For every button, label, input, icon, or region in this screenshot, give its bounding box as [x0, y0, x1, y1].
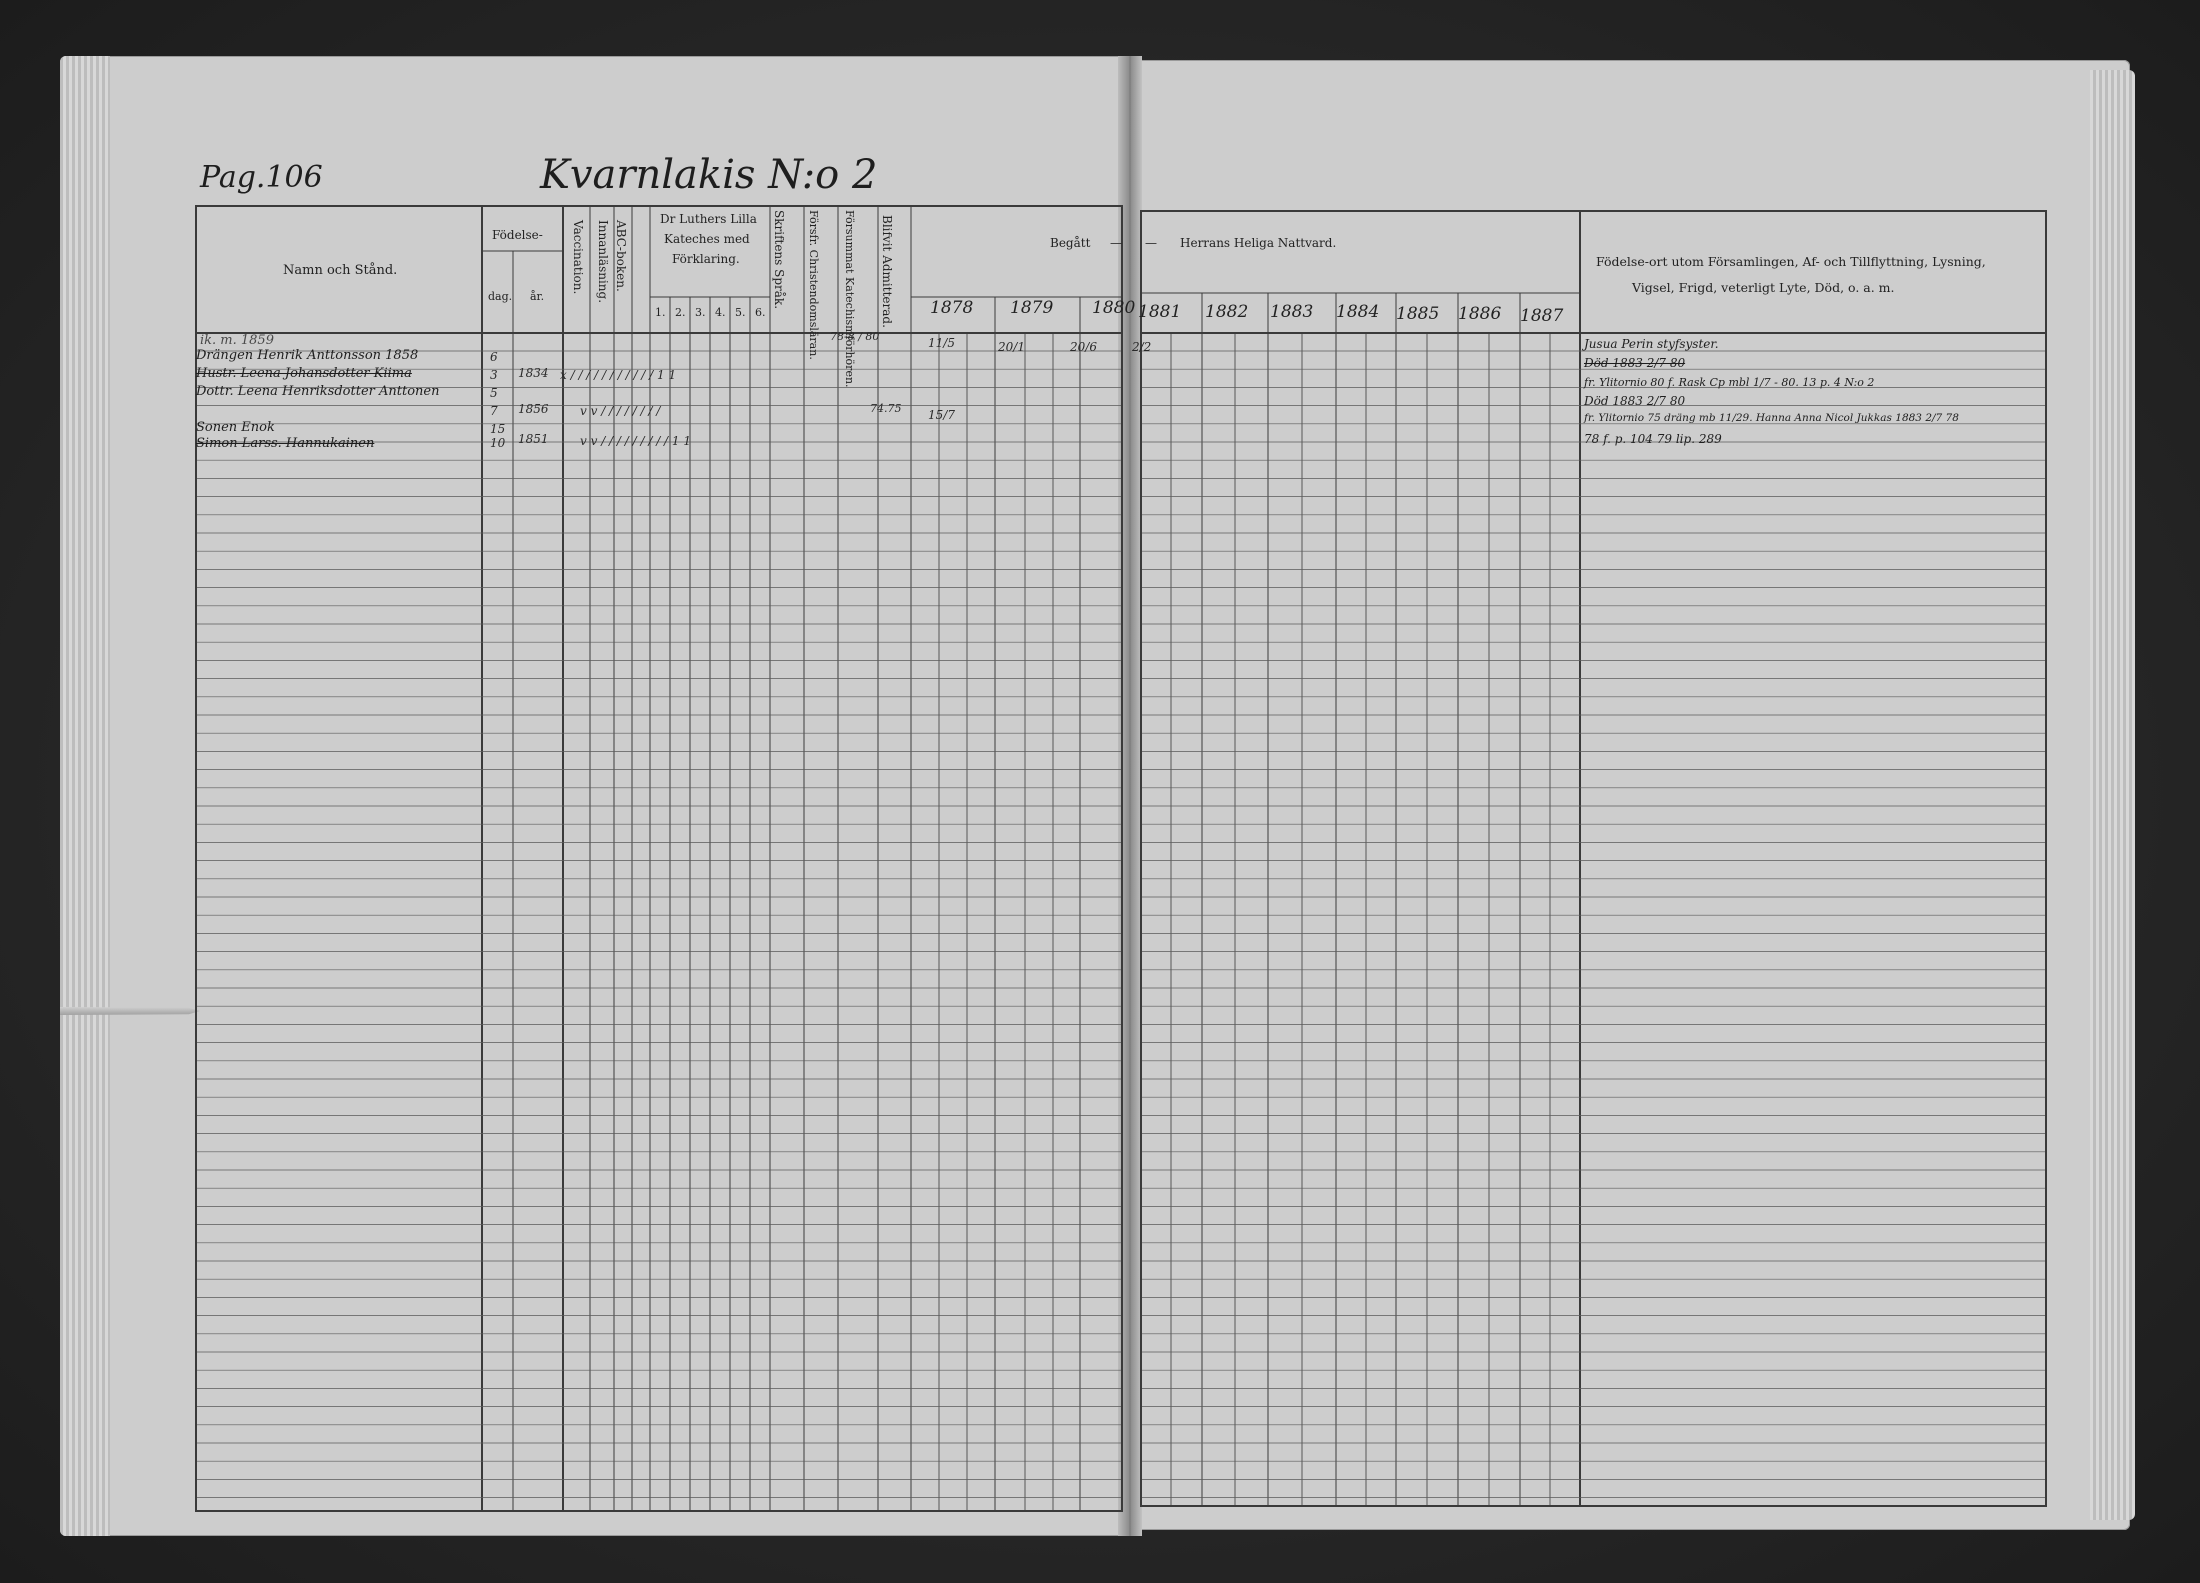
remark: fr. Ylitornio 80 f. Rask Cp mbl 1/7 - 80. 13 p. 4 N:o 2	[1584, 376, 1875, 389]
header-admitterad: Blifvit Admitterad.	[880, 215, 894, 328]
year-1879: 1879	[1010, 298, 1054, 318]
header-luther-col: 3.	[695, 306, 706, 319]
header-name: Namn och Stånd.	[283, 263, 398, 278]
header-christendomslaran: Försfr. Christendomsläran.	[807, 210, 820, 360]
entry-year: 1851	[518, 432, 549, 446]
right-page-edges	[2090, 70, 2135, 1520]
header-luther-col: 1.	[655, 306, 666, 319]
entry-day: 15	[490, 422, 506, 436]
remark: Död 1883 2/7 80	[1584, 356, 1686, 370]
header-abc-boken: ABC-boken.	[614, 220, 628, 292]
entry-year: 1834	[518, 366, 549, 380]
header-luther-2: Kateches med	[664, 232, 750, 246]
page-number: Pag.106	[200, 160, 323, 195]
year-1885: 1885	[1396, 304, 1440, 324]
header-luther-col: 4.	[715, 306, 726, 319]
header-luther-3: Förklaring.	[672, 252, 740, 266]
header-katechismforhoren: Försummat Katechismförhören.	[843, 210, 856, 388]
katekes-note: 74.75	[870, 402, 902, 415]
entry-day: 10	[490, 436, 506, 450]
remark: fr. Ylitornio 75 dräng mb 11/29. Hanna Anna Nicol Jukkas 1883 2/7 78	[1584, 412, 1959, 424]
left-page-edges	[60, 56, 110, 1536]
header-luther-1: Dr Luthers Lilla	[660, 212, 757, 226]
year-1887: 1887	[1520, 306, 1564, 326]
year-1881: 1881	[1138, 302, 1182, 322]
year-1884: 1884	[1336, 302, 1380, 322]
remark: Död 1883 2/7 80	[1584, 394, 1686, 408]
left-register-grid	[195, 205, 1125, 1515]
entry-marks: v v / / / / / / / / / 1 1	[580, 434, 691, 448]
admit-1878: 15/7	[928, 408, 955, 422]
entry-name: Simon Larss. Hannukainen	[196, 436, 375, 451]
entry-name: Dottr. Leena Henriksdotter Anttonen	[196, 384, 440, 399]
nattvard-1879: 20/1	[998, 340, 1025, 354]
header-dash: —	[1110, 236, 1122, 250]
entry-day: 5	[490, 386, 498, 400]
remark: 78 f. p. 104 79 lip. 289	[1584, 432, 1722, 446]
margin-note: ik. m. 1859	[200, 333, 274, 348]
header-nattvard: Herrans Heliga Nattvard.	[1180, 236, 1337, 250]
entry-day: 3	[490, 368, 498, 382]
year-1882: 1882	[1205, 302, 1249, 322]
remark: Jusua Perin styfsyster.	[1584, 337, 1719, 351]
header-fodelse: Födelse-	[492, 228, 543, 242]
remarks-header-1: Födelse-ort utom Församlingen, Af- och Tillflyttning, Lysning,	[1596, 254, 1986, 269]
header-vaccination: Vaccination.	[571, 220, 585, 295]
header-innanlasning: Innanläsning.	[596, 220, 610, 304]
village-heading: Kvarnlakis N:o 2	[540, 152, 878, 198]
entry-day: 7	[490, 404, 498, 418]
nattvard-1880: 20/6	[1070, 340, 1097, 354]
header-luther-col: 5.	[735, 306, 746, 319]
year-1880: 1880	[1092, 298, 1136, 318]
header-begatt: Begått	[1050, 236, 1091, 250]
year-1883: 1883	[1270, 302, 1314, 322]
header-dash: —	[1145, 236, 1157, 250]
header-skriftens-sprak: Skriftens Språk.	[772, 210, 786, 310]
entry-marks: x / / / / / / / / / / / 1 1	[560, 368, 677, 382]
header-ar: år.	[530, 290, 545, 303]
remarks-header-2: Vigsel, Frigd, veterligt Lyte, Död, o. a. m.	[1632, 280, 1895, 295]
entry-year: 1856	[518, 402, 549, 416]
katekes-note: 78-8 / 80	[830, 330, 880, 343]
header-luther-col: 2.	[675, 306, 686, 319]
entry-name: Hustr. Leena Johansdotter Kiima	[196, 366, 412, 381]
entry-marks: v v / / / / / / / /	[580, 404, 661, 418]
admit-1878: 11/5	[928, 336, 955, 350]
entry-name: Drängen Henrik Anttonsson 1858	[196, 348, 419, 363]
year-1886: 1886	[1458, 304, 1502, 324]
year-1878: 1878	[930, 298, 974, 318]
nattvard-1881: 2/2	[1132, 340, 1152, 354]
entry-name: Sonen Enok	[196, 420, 275, 435]
header-dag: dag.	[488, 290, 513, 303]
entry-day: 6	[490, 350, 498, 364]
header-luther-col: 6.	[755, 306, 766, 319]
